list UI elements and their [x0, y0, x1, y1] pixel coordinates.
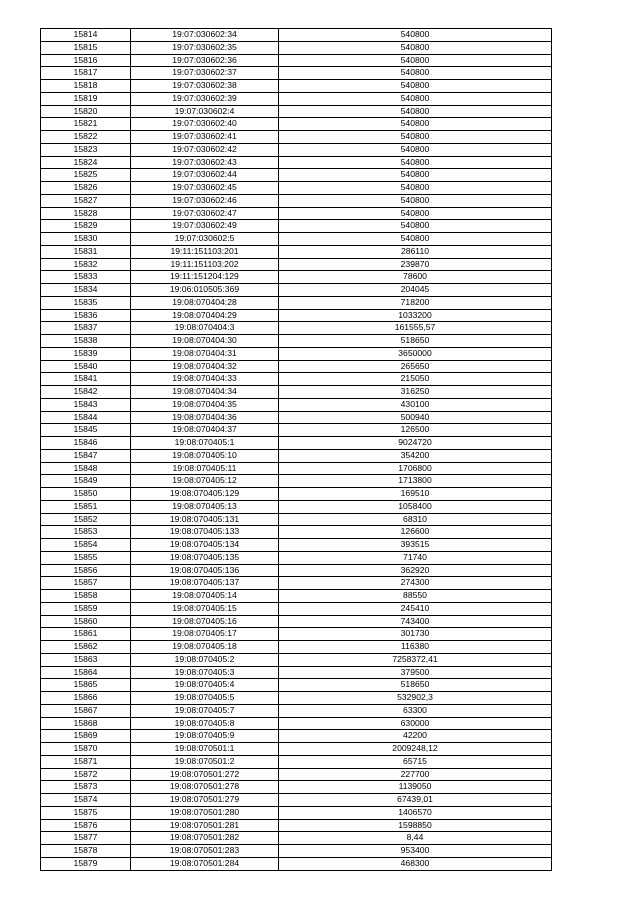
row-number-cell: 15855 — [41, 551, 131, 564]
row-number-cell: 15854 — [41, 539, 131, 552]
value-cell: 630000 — [279, 717, 552, 730]
row-number-cell: 15820 — [41, 105, 131, 118]
row-number-cell: 15856 — [41, 564, 131, 577]
cadastral-number-cell: 19:08:070405:133 — [131, 526, 279, 539]
cadastral-number-cell: 19:08:070501:1 — [131, 743, 279, 756]
cadastral-number-cell: 19:08:070405:4 — [131, 679, 279, 692]
table-row — [41, 398, 552, 411]
row-number-cell: 15830 — [41, 233, 131, 246]
value-cell: 63300 — [279, 704, 552, 717]
cadastral-number-cell: 19:07:030602:45 — [131, 182, 279, 195]
table-row — [41, 118, 552, 131]
cadastral-number-cell: 19:08:070405:129 — [131, 488, 279, 501]
value-cell: 379500 — [279, 666, 552, 679]
row-number-cell: 15859 — [41, 602, 131, 615]
value-cell: 316250 — [279, 386, 552, 399]
row-number-cell: 15832 — [41, 258, 131, 271]
value-cell: 393515 — [279, 539, 552, 552]
table-row — [41, 602, 552, 615]
table-row — [41, 347, 552, 360]
row-number-cell: 15852 — [41, 513, 131, 526]
cadastral-number-cell: 19:11:151103:202 — [131, 258, 279, 271]
cadastral-number-cell: 19:08:070501:284 — [131, 857, 279, 870]
cadastral-number-cell: 19:08:070405:18 — [131, 641, 279, 654]
cadastral-number-cell: 19:08:070405:2 — [131, 653, 279, 666]
data-table — [40, 28, 552, 871]
value-cell: 362920 — [279, 564, 552, 577]
table-row — [41, 845, 552, 858]
row-number-cell: 15838 — [41, 335, 131, 348]
cadastral-number-cell: 19:07:030602:39 — [131, 92, 279, 105]
value-cell: 227700 — [279, 768, 552, 781]
cadastral-number-cell: 19:08:070404:33 — [131, 373, 279, 386]
row-number-cell: 15831 — [41, 245, 131, 258]
value-cell: 430100 — [279, 398, 552, 411]
value-cell: 540800 — [279, 194, 552, 207]
value-cell: 68310 — [279, 513, 552, 526]
cadastral-number-cell: 19:07:030602:5 — [131, 233, 279, 246]
cadastral-number-cell: 19:08:070405:134 — [131, 539, 279, 552]
value-cell: 65715 — [279, 755, 552, 768]
table-row — [41, 309, 552, 322]
row-number-cell: 15869 — [41, 730, 131, 743]
table-row — [41, 373, 552, 386]
row-number-cell: 15851 — [41, 500, 131, 513]
row-number-cell: 15864 — [41, 666, 131, 679]
cadastral-number-cell: 19:08:070404:3 — [131, 322, 279, 335]
row-number-cell: 15862 — [41, 641, 131, 654]
table-row — [41, 679, 552, 692]
table-row — [41, 194, 552, 207]
table-row — [41, 641, 552, 654]
cadastral-number-cell: 19:08:070405:3 — [131, 666, 279, 679]
table-row — [41, 500, 552, 513]
table-row — [41, 143, 552, 156]
cadastral-number-cell: 19:08:070404:34 — [131, 386, 279, 399]
value-cell: 540800 — [279, 143, 552, 156]
value-cell: 245410 — [279, 602, 552, 615]
table-row — [41, 475, 552, 488]
row-number-cell: 15863 — [41, 653, 131, 666]
cadastral-number-cell: 19:07:030602:43 — [131, 156, 279, 169]
row-number-cell: 15860 — [41, 615, 131, 628]
value-cell: 42200 — [279, 730, 552, 743]
row-number-cell: 15814 — [41, 29, 131, 42]
table-row — [41, 857, 552, 870]
value-cell: 71740 — [279, 551, 552, 564]
table-row — [41, 717, 552, 730]
value-cell: 1713800 — [279, 475, 552, 488]
table-row — [41, 92, 552, 105]
cadastral-number-cell: 19:06:010505:369 — [131, 284, 279, 297]
value-cell: 468300 — [279, 857, 552, 870]
table-row — [41, 220, 552, 233]
value-cell: 169510 — [279, 488, 552, 501]
table-row — [41, 411, 552, 424]
value-cell: 1706800 — [279, 462, 552, 475]
cadastral-number-cell: 19:08:070405:136 — [131, 564, 279, 577]
row-number-cell: 15826 — [41, 182, 131, 195]
cadastral-number-cell: 19:08:070405:1 — [131, 437, 279, 450]
value-cell: 540800 — [279, 131, 552, 144]
row-number-cell: 15834 — [41, 284, 131, 297]
row-number-cell: 15840 — [41, 360, 131, 373]
table-row — [41, 233, 552, 246]
value-cell: 540800 — [279, 29, 552, 42]
value-cell: 540800 — [279, 67, 552, 80]
row-number-cell: 15876 — [41, 819, 131, 832]
value-cell: 88550 — [279, 590, 552, 603]
value-cell: 126500 — [279, 424, 552, 437]
row-number-cell: 15816 — [41, 54, 131, 67]
cadastral-number-cell: 19:08:070405:8 — [131, 717, 279, 730]
value-cell: 540800 — [279, 80, 552, 93]
value-cell: 161555,57 — [279, 322, 552, 335]
row-number-cell: 15823 — [41, 143, 131, 156]
row-number-cell: 15847 — [41, 449, 131, 462]
cadastral-number-cell: 19:07:030602:41 — [131, 131, 279, 144]
cadastral-number-cell: 19:08:070404:28 — [131, 296, 279, 309]
table-row — [41, 628, 552, 641]
value-cell: 540800 — [279, 92, 552, 105]
table-row — [41, 462, 552, 475]
cadastral-number-cell: 19:08:070501:272 — [131, 768, 279, 781]
value-cell: 540800 — [279, 220, 552, 233]
table-row — [41, 666, 552, 679]
cadastral-number-cell: 19:08:070404:32 — [131, 360, 279, 373]
value-cell: 301730 — [279, 628, 552, 641]
value-cell: 116380 — [279, 641, 552, 654]
row-number-cell: 15846 — [41, 437, 131, 450]
value-cell: 239870 — [279, 258, 552, 271]
table-row — [41, 449, 552, 462]
table-row — [41, 704, 552, 717]
value-cell: 3650000 — [279, 347, 552, 360]
row-number-cell: 15879 — [41, 857, 131, 870]
value-cell: 540800 — [279, 118, 552, 131]
table-row — [41, 322, 552, 335]
cadastral-number-cell: 19:07:030602:44 — [131, 169, 279, 182]
table-row — [41, 437, 552, 450]
row-number-cell: 15861 — [41, 628, 131, 641]
table-row — [41, 360, 552, 373]
cadastral-number-cell: 19:07:030602:34 — [131, 29, 279, 42]
value-cell: 78600 — [279, 271, 552, 284]
table-row — [41, 768, 552, 781]
cadastral-number-cell: 19:08:070404:35 — [131, 398, 279, 411]
cadastral-number-cell: 19:08:070404:37 — [131, 424, 279, 437]
row-number-cell: 15824 — [41, 156, 131, 169]
value-cell: 8,44 — [279, 832, 552, 845]
value-cell: 953400 — [279, 845, 552, 858]
row-number-cell: 15875 — [41, 806, 131, 819]
table-row — [41, 156, 552, 169]
cadastral-number-cell: 19:07:030602:47 — [131, 207, 279, 220]
table-row — [41, 284, 552, 297]
value-cell: 215050 — [279, 373, 552, 386]
value-cell: 540800 — [279, 54, 552, 67]
cadastral-number-cell: 19:08:070501:278 — [131, 781, 279, 794]
table-row — [41, 131, 552, 144]
row-number-cell: 15827 — [41, 194, 131, 207]
cadastral-number-cell: 19:07:030602:46 — [131, 194, 279, 207]
table-row — [41, 424, 552, 437]
row-number-cell: 15844 — [41, 411, 131, 424]
cadastral-number-cell: 19:08:070404:29 — [131, 309, 279, 322]
table-row — [41, 564, 552, 577]
value-cell: 540800 — [279, 207, 552, 220]
table-row — [41, 743, 552, 756]
row-number-cell: 15858 — [41, 590, 131, 603]
table-row — [41, 271, 552, 284]
table-row — [41, 488, 552, 501]
cadastral-number-cell: 19:08:070405:12 — [131, 475, 279, 488]
table-row — [41, 105, 552, 118]
table-row — [41, 781, 552, 794]
value-cell: 718200 — [279, 296, 552, 309]
row-number-cell: 15836 — [41, 309, 131, 322]
table-row — [41, 245, 552, 258]
table-row — [41, 794, 552, 807]
value-cell: 540800 — [279, 105, 552, 118]
row-number-cell: 15835 — [41, 296, 131, 309]
row-number-cell: 15868 — [41, 717, 131, 730]
row-number-cell: 15837 — [41, 322, 131, 335]
table-row — [41, 730, 552, 743]
table-row — [41, 832, 552, 845]
value-cell: 518650 — [279, 679, 552, 692]
table-row — [41, 54, 552, 67]
row-number-cell: 15822 — [41, 131, 131, 144]
cadastral-number-cell: 19:08:070501:282 — [131, 832, 279, 845]
cadastral-number-cell: 19:08:070404:30 — [131, 335, 279, 348]
value-cell: 286110 — [279, 245, 552, 258]
table-row — [41, 41, 552, 54]
cadastral-number-cell: 19:11:151204:129 — [131, 271, 279, 284]
row-number-cell: 15821 — [41, 118, 131, 131]
row-number-cell: 15848 — [41, 462, 131, 475]
table-row — [41, 653, 552, 666]
value-cell: 9024720 — [279, 437, 552, 450]
row-number-cell: 15829 — [41, 220, 131, 233]
row-number-cell: 15867 — [41, 704, 131, 717]
cadastral-number-cell: 19:07:030602:36 — [131, 54, 279, 67]
value-cell: 204045 — [279, 284, 552, 297]
row-number-cell: 15815 — [41, 41, 131, 54]
row-number-cell: 15870 — [41, 743, 131, 756]
value-cell: 67439,01 — [279, 794, 552, 807]
cadastral-number-cell: 19:07:030602:42 — [131, 143, 279, 156]
cadastral-number-cell: 19:08:070405:17 — [131, 628, 279, 641]
row-number-cell: 15825 — [41, 169, 131, 182]
table-row — [41, 29, 552, 42]
row-number-cell: 15853 — [41, 526, 131, 539]
cadastral-number-cell: 19:11:151103:201 — [131, 245, 279, 258]
cadastral-number-cell: 19:08:070405:137 — [131, 577, 279, 590]
row-number-cell: 15841 — [41, 373, 131, 386]
value-cell: 126600 — [279, 526, 552, 539]
cadastral-number-cell: 19:08:070405:15 — [131, 602, 279, 615]
value-cell: 540800 — [279, 169, 552, 182]
row-number-cell: 15877 — [41, 832, 131, 845]
table-row — [41, 551, 552, 564]
value-cell: 354200 — [279, 449, 552, 462]
cadastral-number-cell: 19:08:070501:279 — [131, 794, 279, 807]
row-number-cell: 15857 — [41, 577, 131, 590]
cadastral-number-cell: 19:08:070501:280 — [131, 806, 279, 819]
row-number-cell: 15850 — [41, 488, 131, 501]
row-number-cell: 15843 — [41, 398, 131, 411]
table-row — [41, 258, 552, 271]
value-cell: 1139050 — [279, 781, 552, 794]
cadastral-number-cell: 19:08:070501:283 — [131, 845, 279, 858]
value-cell: 265650 — [279, 360, 552, 373]
value-cell: 2009248,12 — [279, 743, 552, 756]
table-row — [41, 182, 552, 195]
table-row — [41, 80, 552, 93]
cadastral-number-cell: 19:08:070404:31 — [131, 347, 279, 360]
row-number-cell: 15845 — [41, 424, 131, 437]
cadastral-number-cell: 19:07:030602:40 — [131, 118, 279, 131]
table-row — [41, 67, 552, 80]
cadastral-number-cell: 19:08:070405:10 — [131, 449, 279, 462]
row-number-cell: 15865 — [41, 679, 131, 692]
table-row — [41, 296, 552, 309]
table-row — [41, 526, 552, 539]
table-row — [41, 590, 552, 603]
table-row — [41, 207, 552, 220]
table-row — [41, 806, 552, 819]
row-number-cell: 15839 — [41, 347, 131, 360]
cadastral-number-cell: 19:07:030602:35 — [131, 41, 279, 54]
value-cell: 743400 — [279, 615, 552, 628]
value-cell: 1406570 — [279, 806, 552, 819]
table-row — [41, 615, 552, 628]
cadastral-number-cell: 19:08:070405:9 — [131, 730, 279, 743]
value-cell: 1058400 — [279, 500, 552, 513]
table-row — [41, 755, 552, 768]
cadastral-number-cell: 19:08:070405:13 — [131, 500, 279, 513]
value-cell: 1598850 — [279, 819, 552, 832]
table-body — [41, 29, 552, 871]
row-number-cell: 15819 — [41, 92, 131, 105]
table-row — [41, 539, 552, 552]
value-cell: 7258372,41 — [279, 653, 552, 666]
table-row — [41, 169, 552, 182]
value-cell: 532902,3 — [279, 692, 552, 705]
row-number-cell: 15849 — [41, 475, 131, 488]
row-number-cell: 15818 — [41, 80, 131, 93]
value-cell: 540800 — [279, 233, 552, 246]
cadastral-number-cell: 19:08:070405:11 — [131, 462, 279, 475]
cadastral-number-cell: 19:07:030602:4 — [131, 105, 279, 118]
cadastral-number-cell: 19:08:070405:14 — [131, 590, 279, 603]
value-cell: 518650 — [279, 335, 552, 348]
row-number-cell: 15873 — [41, 781, 131, 794]
row-number-cell: 15833 — [41, 271, 131, 284]
cadastral-number-cell: 19:08:070405:5 — [131, 692, 279, 705]
table-row — [41, 692, 552, 705]
table-row — [41, 819, 552, 832]
row-number-cell: 15842 — [41, 386, 131, 399]
value-cell: 540800 — [279, 156, 552, 169]
value-cell: 540800 — [279, 41, 552, 54]
cadastral-number-cell: 19:07:030602:37 — [131, 67, 279, 80]
row-number-cell: 15828 — [41, 207, 131, 220]
row-number-cell: 15817 — [41, 67, 131, 80]
table-row — [41, 335, 552, 348]
row-number-cell: 15872 — [41, 768, 131, 781]
cadastral-number-cell: 19:08:070404:36 — [131, 411, 279, 424]
cadastral-number-cell: 19:08:070405:16 — [131, 615, 279, 628]
value-cell: 1033200 — [279, 309, 552, 322]
row-number-cell: 15871 — [41, 755, 131, 768]
cadastral-number-cell: 19:07:030602:38 — [131, 80, 279, 93]
table-row — [41, 513, 552, 526]
value-cell: 500940 — [279, 411, 552, 424]
row-number-cell: 15874 — [41, 794, 131, 807]
cadastral-number-cell: 19:08:070501:2 — [131, 755, 279, 768]
cadastral-number-cell: 19:08:070405:131 — [131, 513, 279, 526]
table-row — [41, 577, 552, 590]
table-row — [41, 386, 552, 399]
cadastral-number-cell: 19:08:070501:281 — [131, 819, 279, 832]
value-cell: 274300 — [279, 577, 552, 590]
cadastral-number-cell: 19:08:070405:135 — [131, 551, 279, 564]
row-number-cell: 15878 — [41, 845, 131, 858]
cadastral-number-cell: 19:08:070405:7 — [131, 704, 279, 717]
row-number-cell: 15866 — [41, 692, 131, 705]
cadastral-number-cell: 19:07:030602:49 — [131, 220, 279, 233]
value-cell: 540800 — [279, 182, 552, 195]
